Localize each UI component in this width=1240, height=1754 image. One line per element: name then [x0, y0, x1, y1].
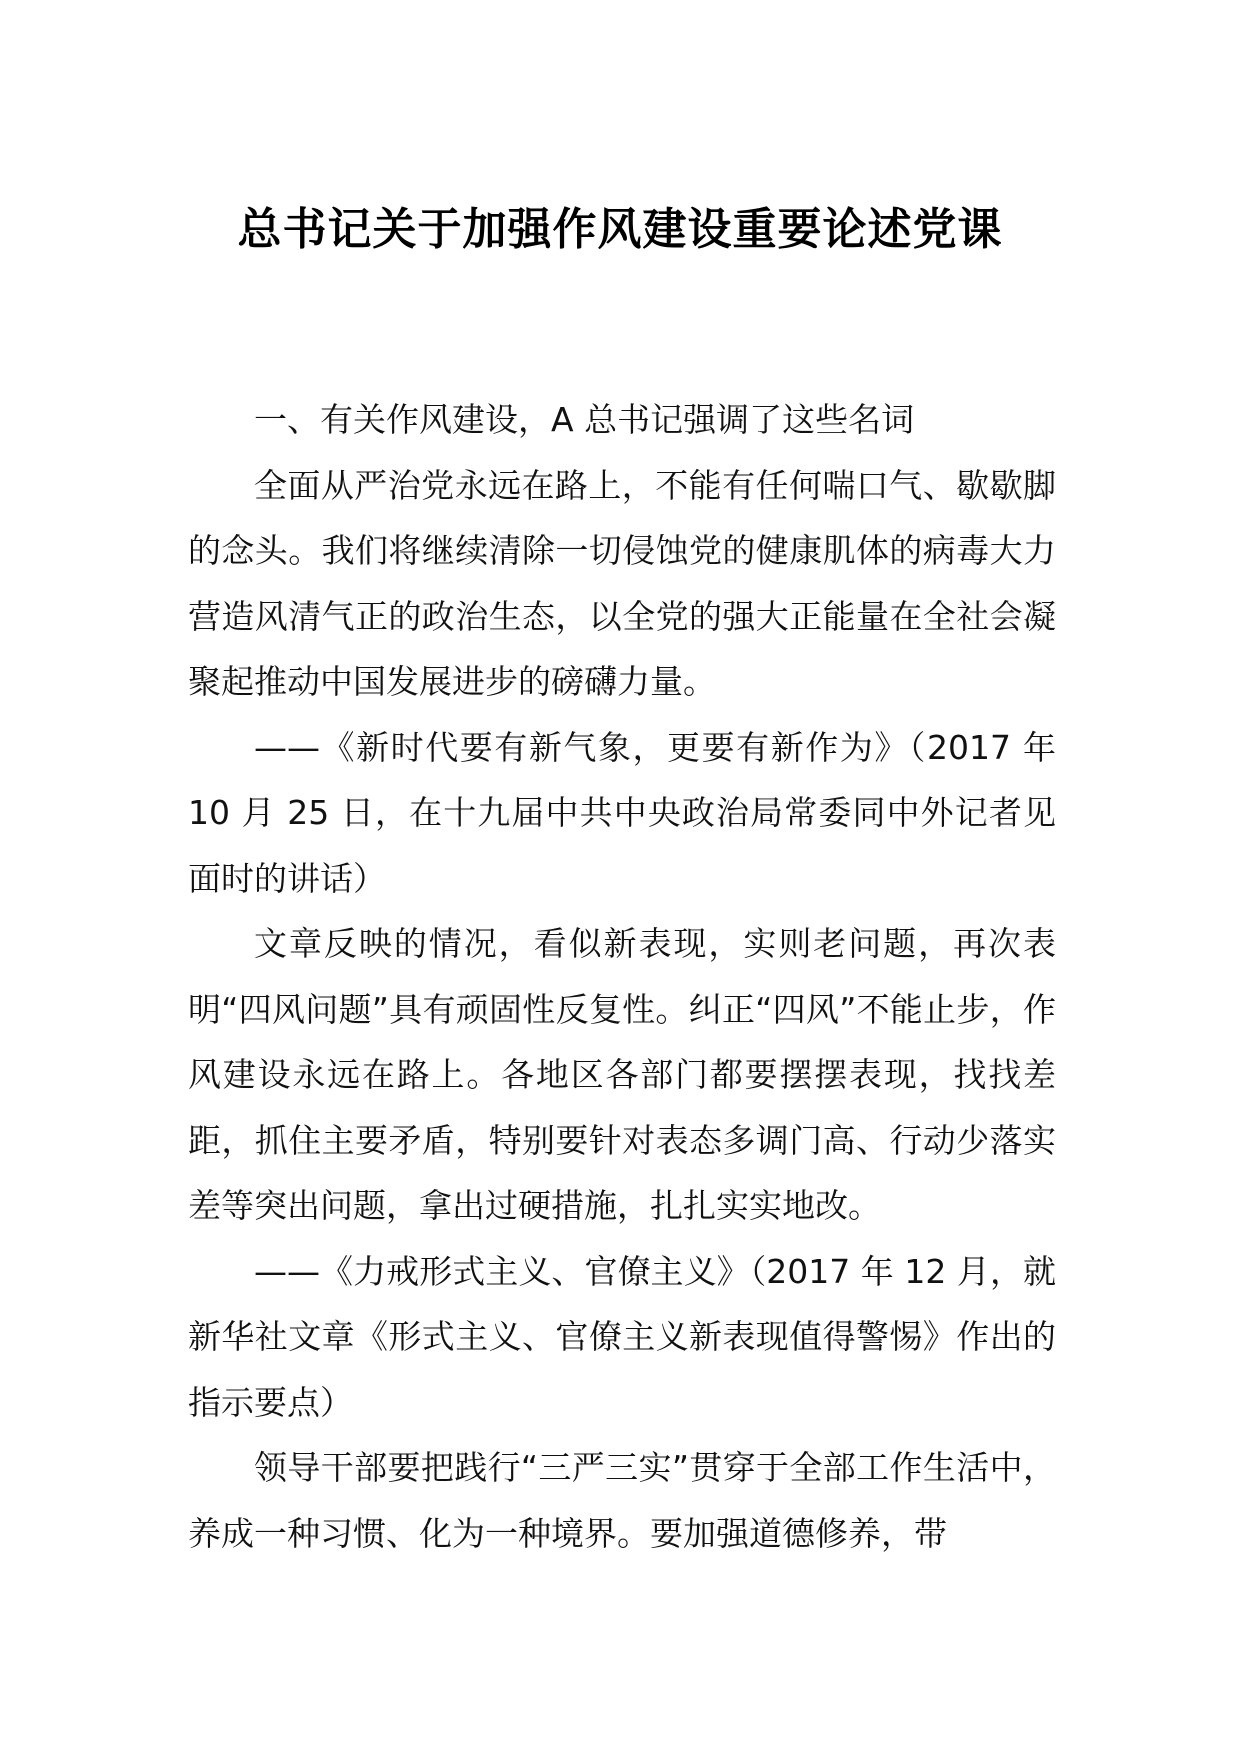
body-paragraph: 领导干部要把践行“三严三实”贯穿于全部工作生活中，养成一种习惯、化为一种境界。要加强道德修养，带	[188, 1448, 1056, 1553]
document-title: 总书记关于加强作风建设重要论述党课	[237, 204, 1003, 255]
document-body	[188, 387, 1056, 1566]
body-paragraph: 文章反映的情况，看似新表现，实则老问题，再次表明“四风问题”具有顽固性反复性。纠正“四风”不能止步，作风建设永远在路上。各地区各部门都要摆摆表现，找找差距，抓住主要矛盾，特别要针对表态多调门高、行动少落实差等突出问题，拿出过硬措施，扎扎实实地改。	[188, 924, 1056, 1225]
section-heading: 一、有关作风建设，A 总书记强调了这些名词	[254, 400, 915, 439]
citation-paragraph: ——《新时代要有新气象，更要有新作为》（2017 年 10 月 25 日，在十九届中共中央政治局常委同中外记者见面时的讲话）	[188, 727, 1056, 898]
body-paragraph: 全面从严治党永远在路上，不能有任何喘口气、歇歇脚的念头。我们将继续清除一切侵蚀党的健康肌体的病毒大力营造风清气正的政治生态，以全党的强大正能量在全社会凝聚起推动中国发展进步的磅礴力量。	[188, 465, 1056, 701]
citation-paragraph: ——《力戒形式主义、官僚主义》（2017 年 12 月，就新华社文章《形式主义、官僚主义新表现值得警惕》作出的指示要点）	[188, 1251, 1056, 1422]
